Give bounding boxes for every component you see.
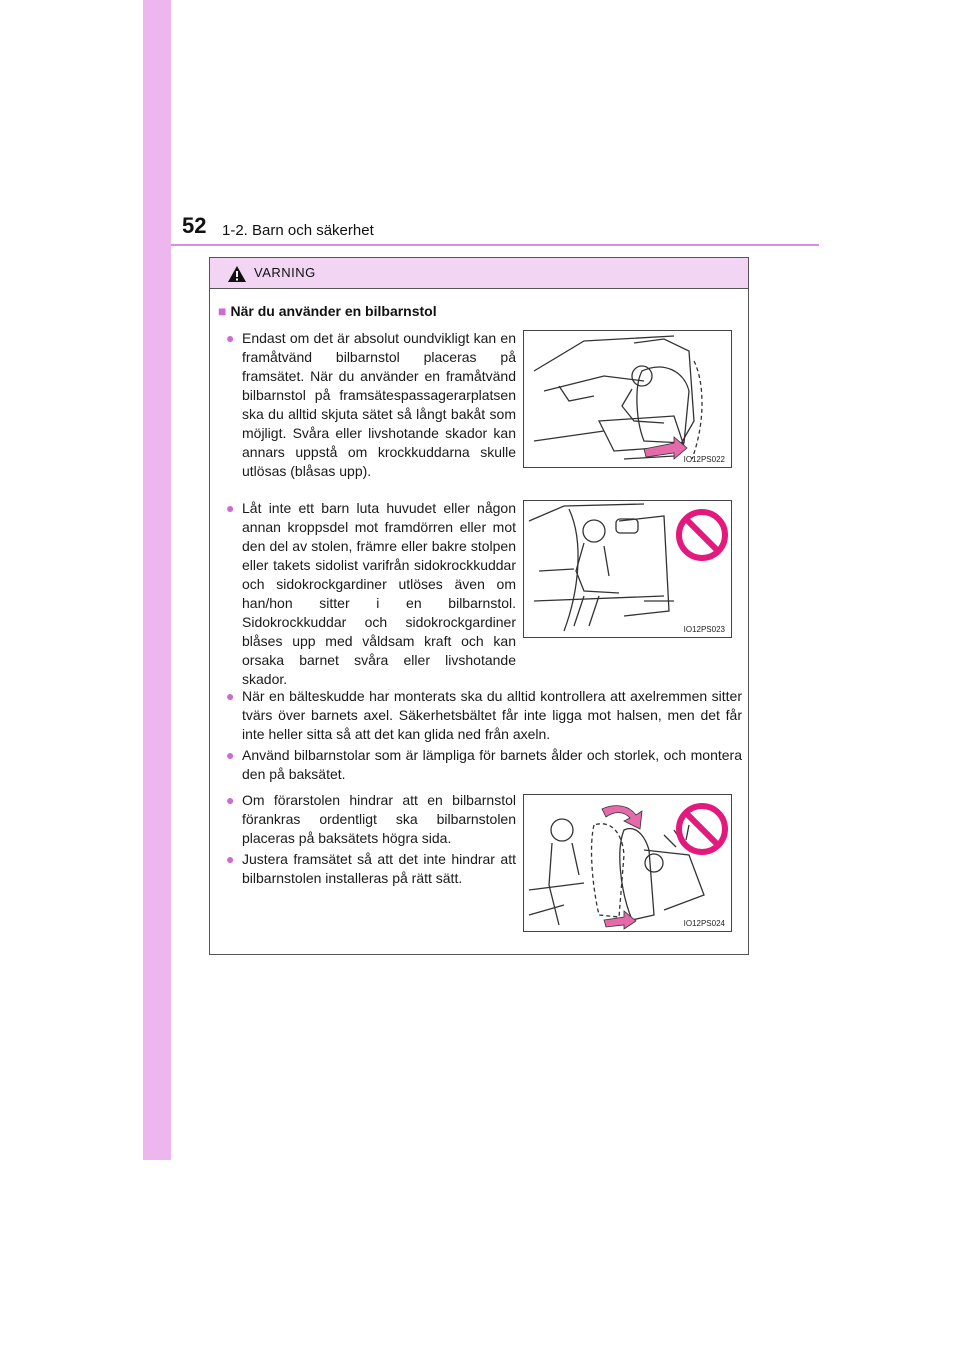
section-title: 1-2. Barn och säkerhet xyxy=(222,222,374,239)
prohibited-icon xyxy=(674,507,730,563)
warning-subheading: ■ När du använder en bilbarnstol xyxy=(218,303,437,319)
bullet-dot-icon: ● xyxy=(226,792,235,808)
header-rule xyxy=(171,244,819,246)
prohibited-icon xyxy=(674,801,730,857)
warning-box xyxy=(209,257,749,955)
bullet-item: ● Om förarstolen hindrar att en bilbarnstol förankras ordentligt ska bilbarnstolen placeras på baksätets högra sida. xyxy=(226,792,516,846)
bullet-dot-icon: ● xyxy=(226,500,235,516)
bullet-dot-icon: ● xyxy=(226,851,235,867)
bullet-item: ● När en bälteskudde har monterats ska du alltid kontrollera att axelremmen sitter tvärs över barnets axel. Säkerhetsbältet får inte ligga mot halsen, men det får inte heller sitta så att det kan glida ned från axeln. xyxy=(226,688,742,742)
bullet-dot-icon: ● xyxy=(226,330,235,346)
warning-label: VARNING xyxy=(254,265,316,280)
bullet-item: ● Använd bilbarnstolar som är lämpliga för barnets ålder och storlek, och montera den på baksätet. xyxy=(226,747,742,782)
illustration-code: IO12PS022 xyxy=(683,455,725,464)
page-number: 52 xyxy=(182,213,207,238)
warning-triangle-icon xyxy=(227,265,247,283)
illustration-code: IO12PS024 xyxy=(683,919,725,928)
illustration-seat-obstruction xyxy=(523,794,732,932)
bullet-dot-icon: ● xyxy=(226,747,235,763)
bullet-item: ● Låt inte ett barn luta huvudet eller någon annan kroppsdel mot framdörren eller mot den del av stolen, främre eller bakre stolpen eller takets sidolist varifrån sidokrockkuddar och sidokrockgardiner utlöses även om han/hon sitter i en bilbarnstol. Sidokrockkuddar och sidokrockgardiner blåses upp med våldsam kraft och kan orsaka barnet svåra eller livshotande skador. xyxy=(226,500,516,687)
warning-header xyxy=(210,258,748,289)
illustration-child-leaning-door xyxy=(523,500,732,638)
bullet-item: ● Endast om det är absolut oundvikligt kan en framåtvänd bilbarnstol placeras på framsätet. När du använder en framåtvänd bilbarnstol på framsätespassagerarplatsen ska du alltid skjuta sätet så långt bakåt som möjligt. Svåra eller livshotande skador kan annars uppstå om krockkuddarna skulle utlösas (blåsas upp). xyxy=(226,330,516,479)
illustration-code: IO12PS023 xyxy=(683,625,725,634)
bullet-item: ● Justera framsätet så att det inte hindrar att bilbarnstolen installeras på rätt sätt. xyxy=(226,851,516,886)
side-strip xyxy=(143,0,171,1160)
bullet-dot-icon: ● xyxy=(226,688,235,704)
illustration-child-seat-front xyxy=(523,330,732,468)
square-bullet-icon: ■ xyxy=(218,303,227,319)
